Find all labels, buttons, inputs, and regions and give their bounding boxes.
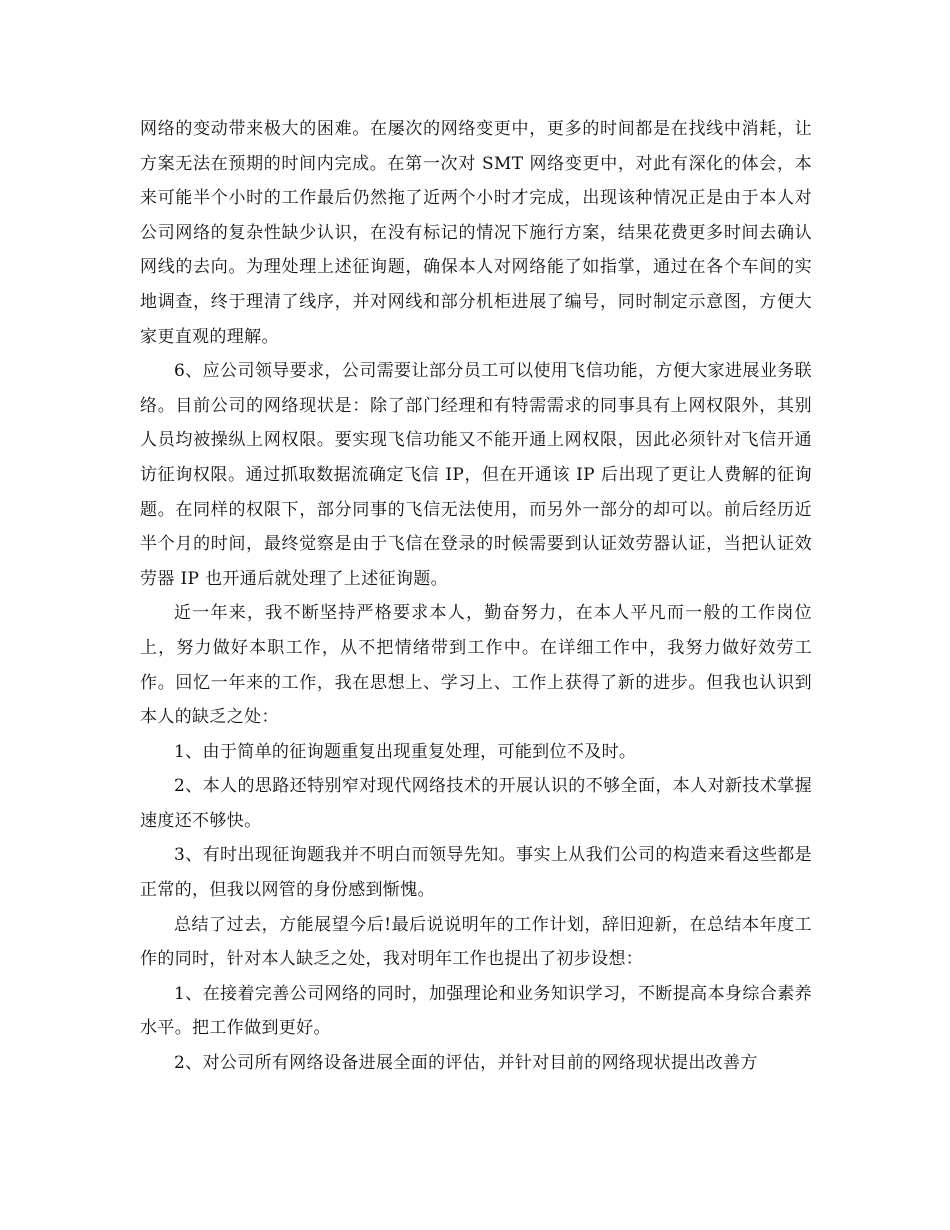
paragraph: 2、对公司所有网络设备进展全面的评估，并针对目前的网络现状提出改善方 [174,1053,758,1074]
paragraph: 2、本人的思路还特别窄对现代网络技术的开展认识的不够全面，本人对新技术掌握速度还不够快。 [140,776,812,831]
document-body [140,112,812,1081]
paragraph: 1、在接着完善公司网络的同时，加强理论和业务知识学习，不断提高本身综合素养水平。把工作做到更好。 [140,983,812,1039]
paragraph: 3、有时出现征询题我并不明白而领导先知。事实上从我们公司的构造来看这些都是正常的，但我以网管的身份感到惭愧。 [140,845,812,901]
paragraph: 网络的变动带来极大的困难。在屡次的网络变更中，更多的时间都是在找线中消耗，让方案无法在预期的时间内完成。在第一次对 SMT 网络变更中，对此有深化的体会，本来可能半个小时的工作最后仍然拖了近两个小时才完成，出现该种情况正是由于本人对公司网络的复杂性缺少认识，在没有标记的情况下施行方案，结果花费更多时间去确认网线的去向。为理处理上述征询题，确保本人对网络能了如指掌，通过在各个车间的实地调查，终于理清了线序，并对网线和部分机柜进展了编号，同时制定示意图，方便大家更直观的理解。 [140,119,812,347]
paragraph: 6、应公司领导要求，公司需要让部分员工可以使用飞信功能，方便大家进展业务联络。目前公司的网络现状是：除了部门经理和有特需需求的同事具有上网权限外，其别人员均被操纵上网权限。要实现飞信功能又不能开通上网权限，因此必须针对飞信开通访征询权限。通过抓取数据流确定飞信 IP，但在开通该 IP 后出现了更让人费解的征询题。在同样的权限下，部分同事的飞信无法使用，而另外一部分的却可以。前后经历近半个月的时间，最终觉察是由于飞信在登录的时候需要到认证效劳器认证，当把认证效劳器 IP 也开通后就处理了上述征询题。 [140,361,812,589]
paragraph: 1、由于简单的征询题重复出现重复处理，可能到位不及时。 [174,741,637,762]
paragraph: 近一年来，我不断坚持严格要求本人，勤奋努力，在本人平凡而一般的工作岗位上，努力做好本职工作，从不把情绪带到工作中。在详细工作中，我努力做好效劳工作。回忆一年来的工作，我在思想上、学习上、工作上获得了新的进步。但我也认识到本人的缺乏之处： [140,603,812,728]
paragraph: 总结了过去，方能展望今后!最后说说明年的工作计划，辞旧迎新，在总结本年度工作的同时，针对本人缺乏之处，我对明年工作也提出了初步设想： [140,914,812,970]
